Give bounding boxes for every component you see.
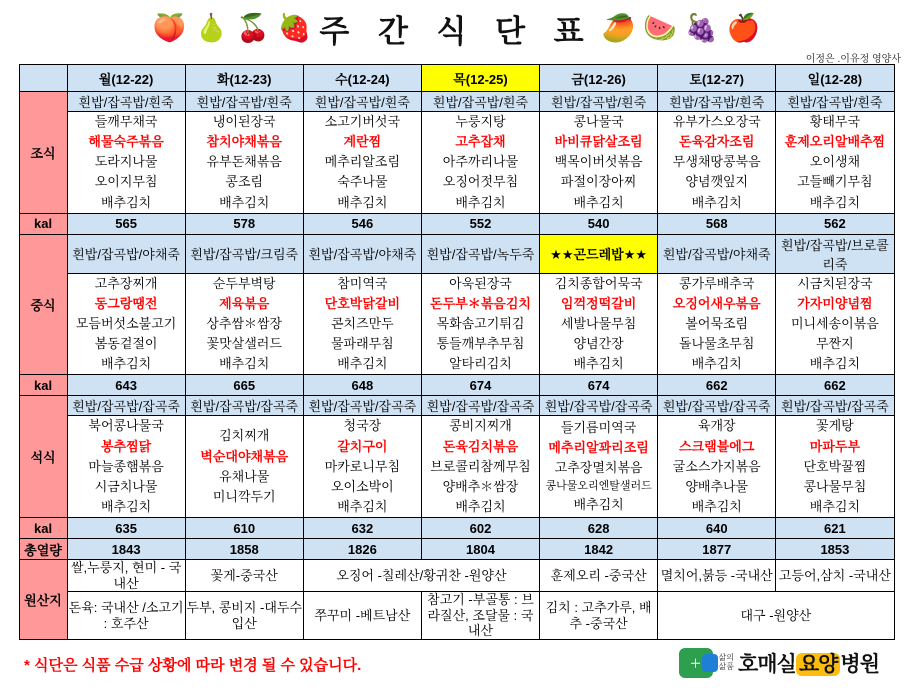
lunch-kal-0: 643 [67,375,185,396]
origin-1-4: 멸치어,붉등 -국내산 [658,560,776,592]
dinner-rice-0: 흰밥/잡곡밥/잡곡죽 [67,396,185,416]
menu-item: 누룽지탕 [455,114,506,129]
logo-text-3: 병원 [840,653,879,677]
menu-item: 계란찜 [343,134,382,150]
origin-label: 원산지 [19,560,67,640]
weekly-menu-table [19,64,895,640]
total-kcal-0: 1843 [67,539,185,560]
menu-item: 소고기버섯국 [324,114,401,129]
menu-item: 스크램블에그 [679,438,755,454]
day-header-thu: 목(12-25) [421,65,539,92]
menu-item: 오이소박이 [330,478,394,494]
kal-label-dinner: kal [19,518,67,539]
menu-item: 돌나물초무침 [679,336,755,352]
dinner-kal-5: 640 [658,518,776,539]
lunch-kal-5: 662 [658,375,776,396]
menu-item: 콩가루배추국 [679,275,755,291]
lunch-menu-2 [303,273,421,375]
menu-item: 돈육김치볶음 [442,438,519,454]
lunch-kal-row [19,375,894,396]
menu-item: 배추김치 [573,194,624,210]
lunch-menu-6 [776,273,894,375]
menu-item: 물파래무침 [330,336,394,352]
menu-item: 미니깍두기 [212,488,276,504]
menu-item: 참치야채볶음 [206,134,282,150]
grapes-icon: 🍇 [684,12,719,43]
row-label-breakfast: 조식 [19,92,67,214]
page-title: 주 간 식 단 표 [319,13,594,49]
menu-item: 마늘종햄볶음 [88,458,164,474]
menu-item: 배추김치 [337,356,388,372]
breakfast-menu-6 [776,112,894,214]
nutritionist-byline: 이정은 .이유정 영양사 [805,54,901,65]
dinner-rice-5: 흰밥/잡곡밥/잡곡죽 [658,396,776,416]
dinner-menu-5 [658,416,776,518]
menu-item: 무짠지 [816,336,854,352]
origin-2-0: 돈육: 국내산 /소고기 : 호주산 [67,592,185,640]
dinner-rice-row [19,396,894,416]
row-label-dinner: 석식 [19,396,67,518]
origin-1-3: 훈제오리 -중국산 [540,560,658,592]
origin-1-1: 꽃게-중국산 [185,560,303,592]
breakfast-rice-1: 흰밥/잡곡밥/흰죽 [185,92,303,112]
menu-item: 배추김치 [337,194,388,210]
lunch-rice-6: 흰밥/잡곡밥/브로콜리죽 [776,234,894,273]
menu-item: 순두부벽탕 [212,275,276,291]
breakfast-rice-3: 흰밥/잡곡밥/흰죽 [421,92,539,112]
menu-item: 꽃맛살샐러드 [206,336,282,352]
origin-row-1 [19,560,894,592]
menu-item: 굴소스가지볶음 [672,458,761,474]
menu-item: 마파두부 [809,438,861,454]
breakfast-kal-4: 540 [540,213,658,234]
dinner-rice-2: 흰밥/잡곡밥/잡곡죽 [303,396,421,416]
breakfast-rice-6: 흰밥/잡곡밥/흰죽 [776,92,894,112]
page-footer [0,646,913,690]
origin-2-3: 참고기 -부골통 : 브라질산, 조달물 : 국내산 [421,592,539,640]
footer-note: * 식단은 식품 수급 상황에 따라 변경 될 수 있습니다. [24,657,362,675]
lunch-kal-6: 662 [776,375,894,396]
menu-item: 고추장찌개 [94,275,158,291]
menu-item: 참미역국 [337,275,388,291]
total-kcal-3: 1804 [421,539,539,560]
table-header-row [19,65,894,92]
kal-label-lunch: kal [19,375,67,396]
total-kcal-1: 1858 [185,539,303,560]
menu-item: 훈제오리알배추찜 [784,134,886,150]
lunch-menu-1 [185,273,303,375]
corner-cell [19,65,67,92]
page-header [0,4,913,52]
cherry-icon: 🍒 [236,12,270,43]
menu-item: 볼어묵조림 [685,315,749,331]
kal-label-breakfast: kal [19,213,67,234]
menu-item: 배추김치 [455,498,506,514]
menu-item: 돈육감자조림 [679,134,755,150]
menu-item: 단호박닭갈비 [324,295,401,311]
strawberry-icon: 🍓 [277,12,312,43]
lunch-rice-3: 흰밥/잡곡밥/녹두죽 [421,234,539,273]
logo-sub-line2: 삶품 [718,662,734,672]
day-header-mon: 월(12-22) [67,65,185,92]
lunch-menu-0 [67,273,185,375]
watermelon-icon: 🍉 [643,12,677,43]
lunch-kal-2: 648 [303,375,421,396]
dinner-rice-6: 흰밥/잡곡밥/잡곡죽 [776,396,894,416]
menu-item: 세발나물무침 [560,315,637,331]
mango-icon: 🥭 [601,12,636,43]
breakfast-menu-5 [658,112,776,214]
menu-item: 목화솜고기튀김 [436,315,525,331]
menu-item: 양념간장 [573,336,624,352]
menu-item: 메추리알조림 [324,154,401,170]
menu-item: 봉추찜닭 [100,438,152,454]
menu-item: 동그랑땡전 [94,295,158,311]
menu-item: 통들깨부추무침 [436,336,525,352]
menu-item: 파절이장아찌 [560,174,637,190]
breakfast-rice-row [19,92,894,112]
menu-item: 고추장멸치볶음 [554,460,643,476]
logo-mark-icon: ＋ [679,648,713,678]
origin-1-2: 오징어 -칠레산/황귀찬 -원양산 [303,560,539,592]
menu-item: 콩나물국 [573,114,624,129]
breakfast-menu-0 [67,112,185,214]
dinner-menu-3 [421,416,539,518]
menu-item: 콩조림 [225,174,264,190]
day-header-fri: 금(12-26) [540,65,658,92]
pear-icon: 🍐 [194,12,229,43]
lunch-rice-1: 흰밥/잡곡밥/크림죽 [185,234,303,273]
dinner-menu-2 [303,416,421,518]
breakfast-kal-2: 546 [303,213,421,234]
day-header-sun: 일(12-28) [776,65,894,92]
menu-item: 배추김치 [809,498,861,514]
breakfast-kal-5: 568 [658,213,776,234]
menu-item: 무생채땅콩북음 [672,154,761,170]
total-kcal-5: 1877 [658,539,776,560]
origin-1-5: 고등어,삼치 -국내산 [776,560,894,592]
menu-item: 배추김치 [809,194,861,210]
menu-item: 배추김치 [219,194,270,210]
menu-item: 배추김치 [691,194,742,210]
lunch-menu-3 [421,273,539,375]
dinner-rice-4: 흰밥/잡곡밥/잡곡죽 [540,396,658,416]
menu-item: 바비큐닭살조림 [554,134,643,150]
menu-item: 들기름미역국 [560,419,637,435]
lunch-rice-4: ★★곤드레밥★★ [540,234,658,273]
menu-item: 배추김치 [691,356,742,372]
origin-1-0: 쌀,누룽지, 현미 - 국내산 [67,560,185,592]
breakfast-rice-0: 흰밥/잡곡밥/흰죽 [67,92,185,112]
row-label-lunch: 중식 [19,234,67,375]
dinner-kal-row [19,518,894,539]
breakfast-rice-5: 흰밥/잡곡밥/흰죽 [658,92,776,112]
weekly-menu-page [0,4,913,677]
menu-item: 가자미양념찜 [797,295,873,311]
menu-item: 유채나물 [219,468,270,484]
menu-item: 황태무국 [809,114,861,129]
day-header-tue: 화(12-23) [185,65,303,92]
apple-icon: 🍎 [726,12,761,43]
menu-item: 오이지무침 [94,174,158,190]
dinner-menu-4 [540,416,658,518]
menu-item: 미니세송이볶음 [790,315,879,331]
menu-item: 육개장 [697,418,736,434]
breakfast-rice-4: 흰밥/잡곡밥/흰죽 [540,92,658,112]
menu-item: 숙주나물 [337,174,388,190]
menu-item: 고추잡채 [455,134,506,150]
menu-item: 배추김치 [573,497,624,513]
menu-item: 백목이버섯볶음 [554,154,643,170]
lunch-menu-row [19,273,894,375]
breakfast-menu-3 [421,112,539,214]
menu-item: 배추김치 [100,356,152,372]
dinner-rice-1: 흰밥/잡곡밥/잡곡죽 [185,396,303,416]
dinner-kal-6: 621 [776,518,894,539]
menu-item: 청국장 [343,418,382,434]
menu-item: 오이생채 [809,154,861,170]
breakfast-kal-row [19,213,894,234]
menu-item: 임꺽정떡갈비 [560,295,637,311]
breakfast-kal-3: 552 [421,213,539,234]
menu-item: 콩나물무침 [803,478,867,494]
origin-2-5: 대구 -원양산 [658,592,894,640]
menu-item: 배추김치 [809,356,861,372]
menu-item: 냉이된장국 [212,114,276,129]
menu-item: 해물숙주볶음 [88,134,164,150]
menu-item: 배추김치 [573,356,624,372]
logo-text-1: 호매실 [737,653,796,677]
origin-2-4: 김치 : 고추가루, 배추 -중국산 [540,592,658,640]
dinner-kal-2: 632 [303,518,421,539]
day-header-wed: 수(12-24) [303,65,421,92]
menu-item: 시금치된장국 [797,275,873,291]
menu-item: 북어콩나물국 [88,418,164,434]
dinner-kal-4: 628 [540,518,658,539]
dinner-kal-3: 602 [421,518,539,539]
total-label: 총열량 [19,539,67,560]
menu-item: 갈치구이 [337,438,388,454]
logo-sub-text [719,654,734,672]
menu-item: 배추김치 [219,356,270,372]
total-kcal-2: 1826 [303,539,421,560]
total-kcal-4: 1842 [540,539,658,560]
menu-item: 오징어젓무침 [442,174,519,190]
breakfast-kal-6: 562 [776,213,894,234]
menu-item: 오징어새우볶음 [672,295,761,311]
menu-item: 도라지나물 [94,154,158,170]
menu-item: 배추김치 [337,498,388,514]
menu-item: 메추리알꽈리조림 [548,440,649,456]
menu-item: 유부돈채볶음 [206,154,282,170]
dinner-menu-0 [67,416,185,518]
logo-text-2: 요양 [796,653,841,676]
menu-item: 봄동겉절이 [94,336,158,352]
menu-item: 아주까리나물 [442,154,519,170]
dinner-kal-0: 635 [67,518,185,539]
lunch-rice-0: 흰밥/잡곡밥/야채죽 [67,234,185,273]
menu-item: 유부가스오장국 [672,114,761,129]
dinner-menu-1 [185,416,303,518]
menu-item: 양념깻잎지 [685,174,749,190]
menu-item: 모듬버섯소불고기 [75,315,177,331]
dinner-menu-row [19,416,894,518]
dinner-menu-6 [776,416,894,518]
breakfast-menu-row [19,112,894,214]
lunch-rice-5: 흰밥/잡곡밥/야채죽 [658,234,776,273]
menu-item: 들깨무채국 [94,114,158,129]
menu-item: 콩비지찌개 [449,418,512,434]
day-header-sat: 토(12-27) [658,65,776,92]
lunch-rice-2: 흰밥/잡곡밥/야채죽 [303,234,421,273]
menu-item: 시금치나물 [94,478,158,494]
menu-item: 배추김치 [100,194,152,210]
origin-2-2: 쭈꾸미 -베트남산 [303,592,421,640]
menu-item: 콘치즈만두 [330,315,394,331]
menu-item: 브로콜리참께무침 [430,458,531,474]
breakfast-rice-2: 흰밥/잡곡밥/흰죽 [303,92,421,112]
menu-item: 제육볶음 [219,295,270,311]
menu-item: 양배추＊쌈장 [442,478,519,494]
menu-item: 콩나물오리엔탈샐러드 [545,480,652,493]
menu-item: 알타리김치 [449,356,512,372]
menu-item: 양배추나물 [685,478,749,494]
origin-row-2 [19,592,894,640]
breakfast-kal-0: 565 [67,213,185,234]
total-kcal-6: 1853 [776,539,894,560]
menu-item: 단호박꿀찜 [803,458,867,474]
menu-item: 벽순대야채볶음 [200,448,289,464]
menu-item: 김치종합어묵국 [554,275,643,291]
logo-sub-line1: 삶의 [718,653,734,663]
breakfast-menu-4 [540,112,658,214]
menu-item: 고들빼기무침 [797,174,873,190]
menu-item: 배추김치 [455,194,506,210]
logo-wordmark [738,648,879,678]
lunch-kal-1: 665 [185,375,303,396]
lunch-menu-5 [658,273,776,375]
lunch-menu-4 [540,273,658,375]
breakfast-menu-2 [303,112,421,214]
breakfast-kal-1: 578 [185,213,303,234]
menu-item: 마카로니무침 [324,458,401,474]
lunch-kal-3: 674 [421,375,539,396]
dinner-kal-1: 610 [185,518,303,539]
origin-2-1: 두부, 콩비지 -대두수입산 [185,592,303,640]
menu-item: 배추김치 [691,498,742,514]
breakfast-menu-1 [185,112,303,214]
peach-icon: 🍑 [152,12,187,43]
menu-item: 김치찌개 [219,428,270,444]
lunch-rice-row [19,234,894,273]
hospital-logo [679,648,879,678]
menu-item: 배추김치 [100,498,152,514]
menu-item: 상추쌈＊쌈장 [206,315,283,331]
dinner-rice-3: 흰밥/잡곡밥/잡곡죽 [421,396,539,416]
menu-item: 아욱된장국 [449,275,512,291]
total-row [19,539,894,560]
menu-item: 돈두부＊볶음김치 [430,295,531,311]
lunch-kal-4: 674 [540,375,658,396]
menu-item: 꽃게탕 [816,418,854,434]
